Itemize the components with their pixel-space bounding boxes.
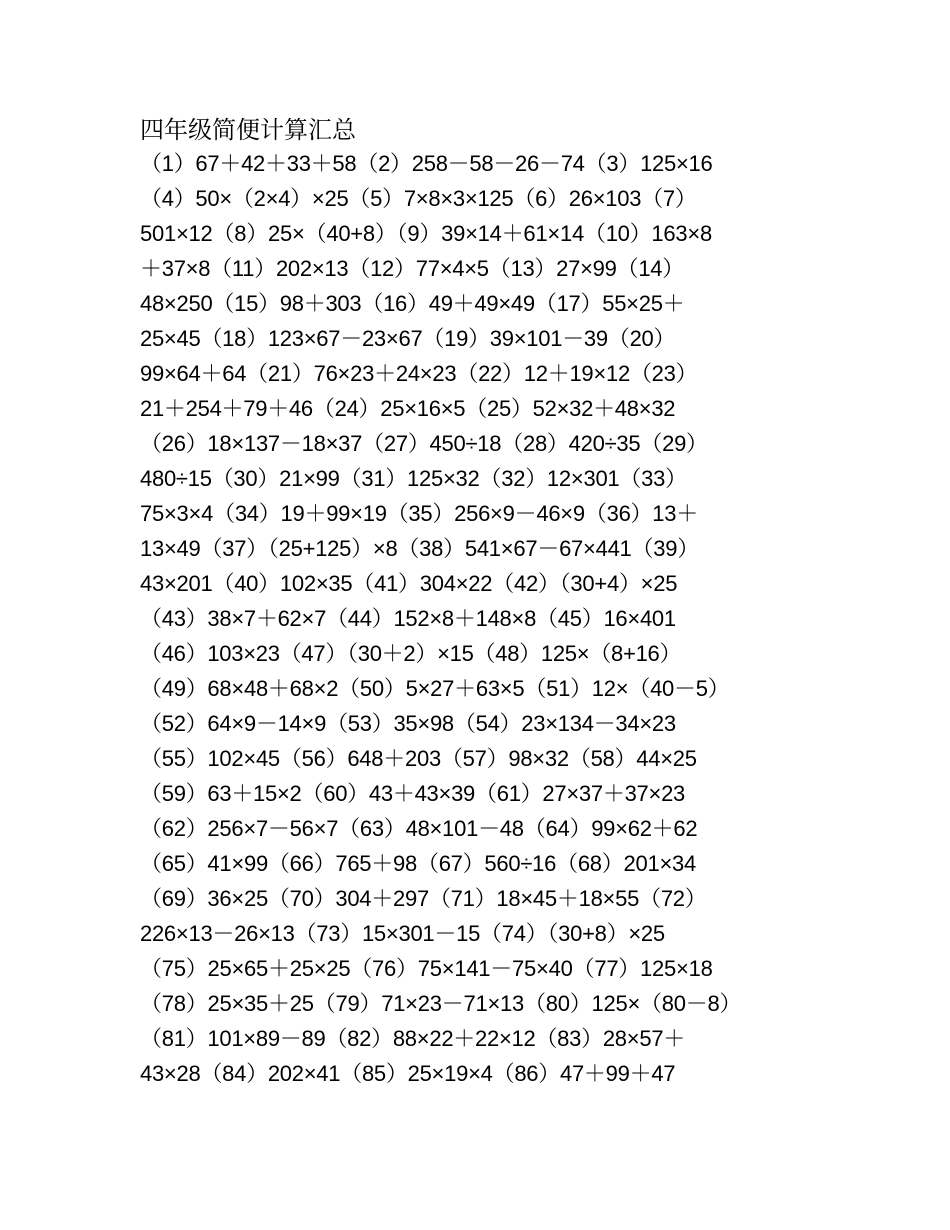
document-title: 四年级简便计算汇总 (140, 116, 356, 144)
problem-line: （81）101×89－89（82）88×22＋22×12（83）28×57＋ (140, 1026, 686, 1051)
problem-line: （4）50×（2×4）×25（5）7×8×3×125（6）26×103（7） (140, 186, 697, 211)
problem-line: （43）38×7＋62×7（44）152×8＋148×8（45）16×401 (140, 606, 676, 631)
problem-line: ＋37×8（11）202×13（12）77×4×5（13）27×99（14） (140, 256, 684, 281)
problem-line: 48×250（15）98＋303（16）49＋49×49（17）55×25＋ (140, 291, 685, 316)
problem-line: （62）256×7－56×7（63）48×101－48（64）99×62＋62 (140, 816, 698, 841)
problem-line: （78）25×35＋25（79）71×23－71×13（80）125×（80－8） (140, 991, 742, 1016)
problem-line: （46）103×23（47）（30＋2）×15（48）125×（8+16） (140, 641, 682, 666)
problem-line: 226×13－26×13（73）15×301－15（74）（30+8）×25 (140, 921, 665, 946)
problem-line: （52）64×9－14×9（53）35×98（54）23×134－34×23 (140, 711, 676, 736)
problem-line: 75×3×4（34）19＋99×19（35）256×9－46×9（36）13＋ (140, 501, 698, 526)
problem-lines (140, 146, 820, 1091)
problem-line: 25×45（18）123×67－23×67（19）39×101－39（20） (140, 326, 676, 351)
problem-line: 21＋254＋79＋46（24）25×16×5（25）52×32＋48×32 (140, 396, 676, 421)
problem-line: （49）68×48＋68×2（50）5×27＋63×5（51）12×（40－5） (140, 676, 730, 701)
problem-line: （65）41×99（66）765＋98（67）560÷16（68）201×34 (140, 851, 696, 876)
problem-line: （26）18×137－18×37（27）450÷18（28）420÷35（29） (140, 431, 708, 456)
problem-line: （59）63＋15×2（60）43＋43×39（61）27×37＋37×23 (140, 781, 686, 806)
problem-line: 13×49（37）（25+125）×8（38）541×67－67×441（39） (140, 536, 699, 561)
problem-line: 501×12（8）25×（40+8）（9）39×14＋61×14（10）163×8 (140, 221, 712, 246)
problem-line: （1）67＋42＋33＋58（2）258－58－26－74（3）125×16 (140, 151, 713, 176)
problem-line: （75）25×65＋25×25（76）75×141－75×40（77）125×18 (140, 956, 713, 981)
problem-line: 480÷15（30）21×99（31）125×32（32）12×301（33） (140, 466, 687, 491)
problem-line: 99×64＋64（21）76×23＋24×23（22）12＋19×12（23） (140, 361, 698, 386)
problem-line: （55）102×45（56）648＋203（57）98×32（58）44×25 (140, 746, 697, 771)
problem-line: 43×201（40）102×35（41）304×22（42）（30+4）×25 (140, 571, 678, 596)
problem-line: （69）36×25（70）304＋297（71）18×45＋18×55（72） (140, 886, 707, 911)
problem-line: 43×28（84）202×41（85）25×19×4（86）47＋99＋47 (140, 1061, 676, 1086)
